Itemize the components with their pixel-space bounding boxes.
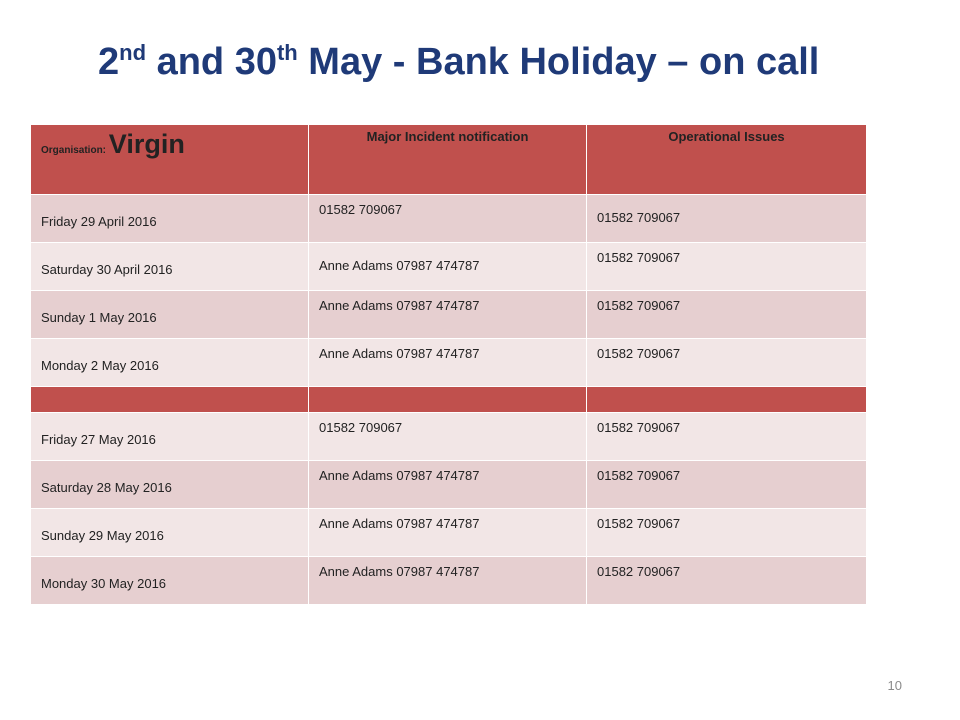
major-incident-header: Major Incident notification <box>309 125 587 195</box>
organisation-name: Virgin <box>108 129 185 159</box>
table-row <box>31 509 867 557</box>
operational-issues-cell: 01582 709067 <box>587 413 867 461</box>
table-row <box>31 413 867 461</box>
table-divider-row <box>31 387 867 413</box>
date-cell: Friday 29 April 2016 <box>31 195 309 243</box>
organisation-header <box>31 125 309 195</box>
major-incident-cell: Anne Adams 07987 474787 <box>309 557 587 605</box>
table-row <box>31 461 867 509</box>
date-cell: Sunday 1 May 2016 <box>31 291 309 339</box>
date-cell: Saturday 30 April 2016 <box>31 243 309 291</box>
table-row <box>31 291 867 339</box>
divider-cell <box>31 387 309 413</box>
operational-issues-header: Operational Issues <box>587 125 867 195</box>
major-incident-cell: 01582 709067 <box>309 195 587 243</box>
operational-issues-cell: 01582 709067 <box>587 243 867 291</box>
date-cell: Saturday 28 May 2016 <box>31 461 309 509</box>
major-incident-cell: Anne Adams 07987 474787 <box>309 339 587 387</box>
divider-cell <box>587 387 867 413</box>
operational-issues-cell: 01582 709067 <box>587 339 867 387</box>
page-title: 2nd and 30th May - Bank Holiday – on call <box>98 40 820 83</box>
operational-issues-cell: 01582 709067 <box>587 461 867 509</box>
on-call-table <box>30 124 867 605</box>
date-cell: Sunday 29 May 2016 <box>31 509 309 557</box>
major-incident-cell: Anne Adams 07987 474787 <box>309 291 587 339</box>
operational-issues-cell: 01582 709067 <box>587 195 867 243</box>
organisation-label: Organisation: <box>41 145 109 156</box>
date-cell: Monday 2 May 2016 <box>31 339 309 387</box>
operational-issues-cell: 01582 709067 <box>587 509 867 557</box>
divider-cell <box>309 387 587 413</box>
major-incident-cell: Anne Adams 07987 474787 <box>309 461 587 509</box>
operational-issues-cell: 01582 709067 <box>587 557 867 605</box>
operational-issues-cell: 01582 709067 <box>587 291 867 339</box>
table-row <box>31 243 867 291</box>
table-row <box>31 339 867 387</box>
table-header-row <box>31 125 867 195</box>
page-number: 10 <box>887 678 902 693</box>
date-cell: Monday 30 May 2016 <box>31 557 309 605</box>
major-incident-cell: Anne Adams 07987 474787 <box>309 509 587 557</box>
date-cell: Friday 27 May 2016 <box>31 413 309 461</box>
major-incident-cell: Anne Adams 07987 474787 <box>309 243 587 291</box>
table-row <box>31 557 867 605</box>
major-incident-cell: 01582 709067 <box>309 413 587 461</box>
table-row <box>31 195 867 243</box>
